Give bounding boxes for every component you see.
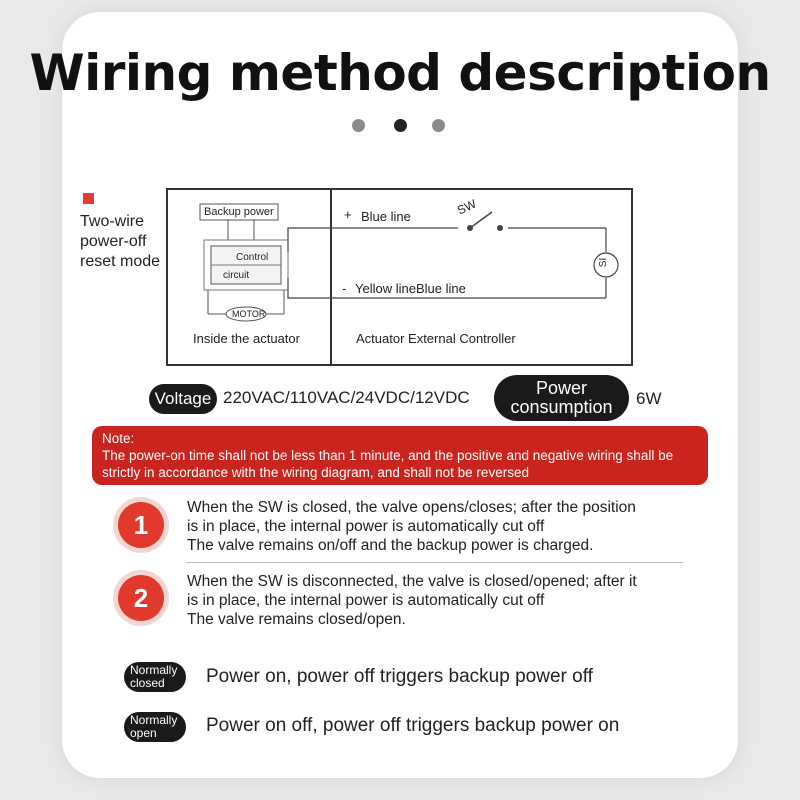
step-2-number: 2 [118, 575, 164, 621]
step-2-line-3: The valve remains closed/open. [187, 611, 406, 628]
blue-line-label: Blue line [361, 209, 411, 224]
normally-open-line1: Normally [130, 713, 178, 727]
power-label-line2: consumption [510, 397, 613, 417]
plus-sign: + [344, 207, 352, 222]
normally-closed-text: Power on, power off triggers backup power off [206, 666, 593, 687]
inside-actuator-label: Inside the actuator [193, 331, 300, 346]
control-label: Control [236, 252, 269, 263]
normally-closed-badge [124, 662, 186, 692]
switch-contact-right [497, 225, 503, 231]
step-1-line-1: When the SW is closed, the valve opens/closes; after the position [187, 499, 636, 516]
step-1-line-2: is in place, the internal power is automatically cut off [187, 518, 545, 535]
note-banner [92, 426, 708, 485]
power-consumption-badge [494, 375, 629, 421]
blue-wire [288, 228, 606, 252]
voltage-value: 220VAC/110VAC/24VDC/12VDC [223, 388, 470, 407]
yellow-line-label: Yellow lineBlue line [355, 281, 466, 296]
circuit-label: circuit [223, 270, 250, 281]
minus-sign: - [342, 281, 347, 296]
step-2-text [187, 572, 637, 629]
step-1-line-3: The valve remains on/off and the backup power is charged. [187, 537, 594, 554]
normally-open-text: Power on off, power off triggers backup power on [206, 715, 620, 736]
note-heading: Note: [102, 431, 135, 446]
wiring-diagram [166, 188, 633, 366]
normally-closed-line2: closed [130, 676, 165, 690]
step-2-line-1: When the SW is disconnected, the valve is closed/opened; after it [187, 573, 637, 590]
mode-marker [83, 193, 94, 204]
backup-power-label: Backup power [204, 206, 274, 218]
switch-label: SW [454, 196, 479, 218]
voltage-badge: Voltage [149, 384, 217, 414]
step-1-number: 1 [118, 502, 164, 548]
carousel-dot-1[interactable] [352, 119, 365, 132]
si-label: SI [598, 257, 610, 268]
carousel-dot-2[interactable] [394, 119, 407, 132]
power-label-line1: Power [535, 378, 588, 398]
normally-open-badge [124, 712, 186, 742]
mode-label: Two-wire power-off reset mode [80, 213, 161, 270]
external-controller-label: Actuator External Controller [356, 331, 516, 346]
motor-label: MOTOR [232, 309, 266, 319]
carousel-dot-3[interactable] [432, 119, 445, 132]
normally-open-line2: open [130, 726, 157, 740]
step-1-text [187, 498, 636, 555]
power-value: 6W [636, 389, 662, 408]
step-2-line-2: is in place, the internal power is automatically cut off [187, 592, 545, 609]
step-separator [186, 562, 683, 563]
page-title: Wiring method description [29, 44, 771, 102]
normally-closed-line1: Normally [130, 663, 178, 677]
note-body: The power-on time shall not be less than 1 minute, and the positive and negative wiring shall be strictly in accordance with the wiring diagram, and shall not be reversed [102, 448, 674, 480]
